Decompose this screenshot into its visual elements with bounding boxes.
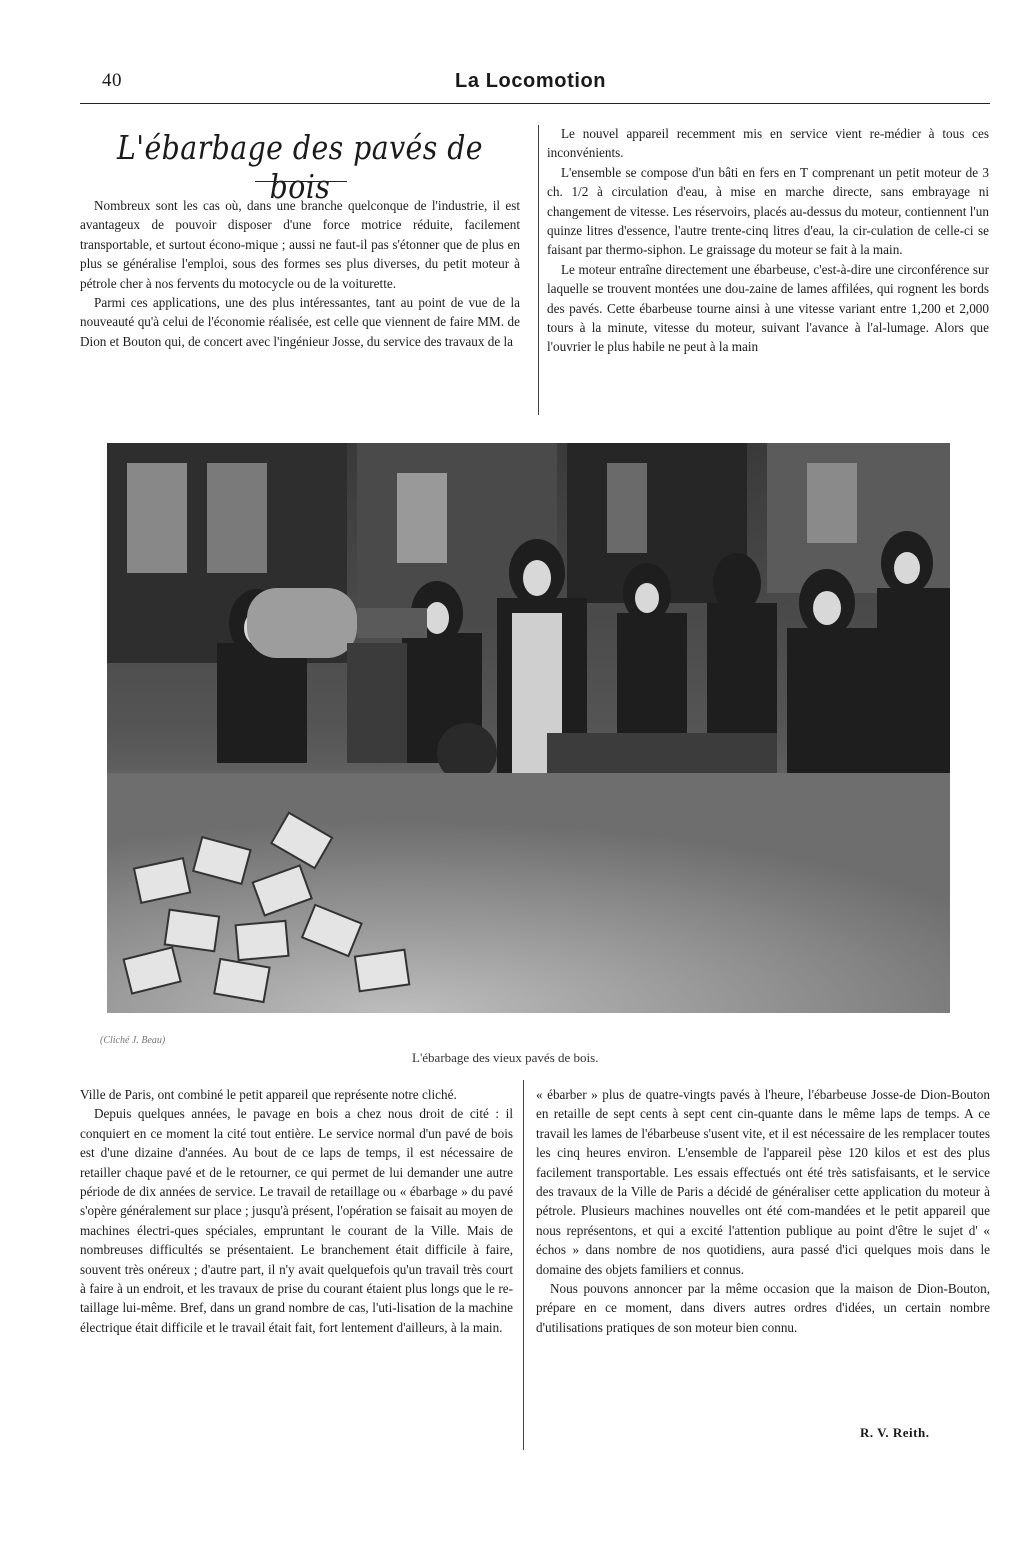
header-rule bbox=[80, 103, 990, 104]
page-number: 40 bbox=[102, 70, 122, 91]
photo-caption: L'ébarbage des vieux pavés de bois. bbox=[412, 1050, 599, 1065]
right-column-top bbox=[547, 124, 989, 357]
paragraph: L'ensemble se compose d'un bâti en fers en T comprenant un petit moteur de 3 ch. 1/2 à circulation d'eau, à mise en marche directe, sans embrayage ni changement de vitesse. Les réservoirs, placés au-dessus du moteur, contiennent l'un quinze litres d'essence, l'autre trente-cinq litres d'eau, la cir-culation de celle-ci se faisant par thermo-siphon. Le graissage du moteur se fait à la main. bbox=[547, 164, 989, 258]
paragraph: Nous pouvons annoncer par la même occasion que la maison de Dion-Bouton, prépare en ce moment, dans divers autres ordres d'idées, un certain nombre d'utilisations pratiques de son moteur bien connu. bbox=[536, 1281, 990, 1335]
left-column-bottom bbox=[80, 1085, 513, 1337]
paragraph: Le nouvel appareil recemment mis en service vient re-médier à tous ces inconvénients. bbox=[547, 126, 989, 161]
left-column-top bbox=[80, 196, 520, 351]
paragraph: « ébarber » plus de quatre-vingts pavés à l'heure, l'ébarbeuse Josse-de Dion-Bouton en retaille de sept cents à sept cent cin-quante dans le même laps de temps. A ce travail les lames de l'ébarbeuse s'usent vite, et il est nécessaire de les remplacer toutes les cinq heures environ. L'ensemble de l'appareil pèse 120 kilos et est des plus facilement transportable. Les essais effectués ont été très satisfaisants, et le service des travaux de la Ville de Paris a décidé de généraliser cette application du moteur à pétrole. Plusieurs machines nouvelles ont été com-mandées et le petit appareil que nous représentons, et qui a excité l'attention publique au point d'être le sujet d' « échos » dans nombre de nos quotidiens, aura passé d'ici quelques mois dans le domaine des objets familiers et connus. bbox=[536, 1087, 990, 1277]
right-column-bottom bbox=[536, 1085, 990, 1337]
paragraph: Ville de Paris, ont combiné le petit appareil que représente notre cliché. bbox=[80, 1087, 457, 1102]
photo-credit: (Cliché J. Beau) bbox=[100, 1035, 166, 1046]
running-title: La Locomotion bbox=[455, 70, 607, 92]
title-rule bbox=[255, 181, 347, 182]
author-signature: R. V. Reith. bbox=[860, 1425, 930, 1440]
article-title: L'ébarbage des pavés de bois bbox=[116, 128, 484, 206]
column-divider-bottom bbox=[523, 1080, 524, 1450]
article-photo bbox=[107, 443, 950, 1013]
paragraph: Depuis quelques années, le pavage en bois a chez nous droit de cité : il conquiert en ce moment la cité tout entière. Le service normal d'un pavé de bois est d'une dizaine d'années. Au bout de ce laps de temps, il est nécessaire de retailler chaque pavé et de le retourner, ce qui permet de lui demander une autre période de dix années de service. Le travail de retaillage ou « ébarbage » du pavé s'opère généralement sur place ; jusqu'à présent, l'opération se faisait au moyen de machines électri-ques spéciales, empruntant le courant de la Ville. Mais de nombreuses difficultés se présentaient. Le branchement était difficile à faire, souvent très onéreux ; d'autre part, il n'y avait quelquefois qu'un travail très court à faire à un endroit, et les travaux de prise du courant étaient plus longs que le re-taillage lui-même. Bref, dans un grand nombre de cas, l'uti-lisation de la machine électrique était difficile et le travail était fait, fort lentement d'ailleurs, à la main. bbox=[80, 1106, 513, 1335]
paragraph: Nombreux sont les cas où, dans une branche quelconque de l'industrie, il est avantageux de pouvoir disposer d'une force motrice réduite, facilement transportable, et surtout écono-mique ; aussi ne faut-il pas s'étonner que de plus en plus se généralise l'emploi, sous des formes ses plus diverses, du petit moteur à pétrole cher à nos fervents du motocycle ou de la voiturette. bbox=[80, 198, 520, 291]
paragraph: Parmi ces applications, une des plus intéressantes, tant au point de vue de la nouveauté qu'à celui de l'économie réalisée, est celle que viennent de faire MM. de Dion et Bouton qui, de concert avec l'ingénieur Josse, du service des travaux de la bbox=[80, 295, 520, 349]
paragraph: Le moteur entraîne directement une ébarbeuse, c'est-à-dire une circonférence sur laquelle se trouvent montées une dou-zaine de lames affilées, qui rognent les bords des pavés. Cette ébarbeuse tourne ainsi à une vitesse variant entre 1,200 et 2,000 tours à la minute, vitesse du moteur, suivant l'avance à l'al-lumage. Alors que l'ouvrier le plus habile ne peut à la main bbox=[547, 261, 989, 355]
column-divider-top bbox=[538, 125, 539, 415]
